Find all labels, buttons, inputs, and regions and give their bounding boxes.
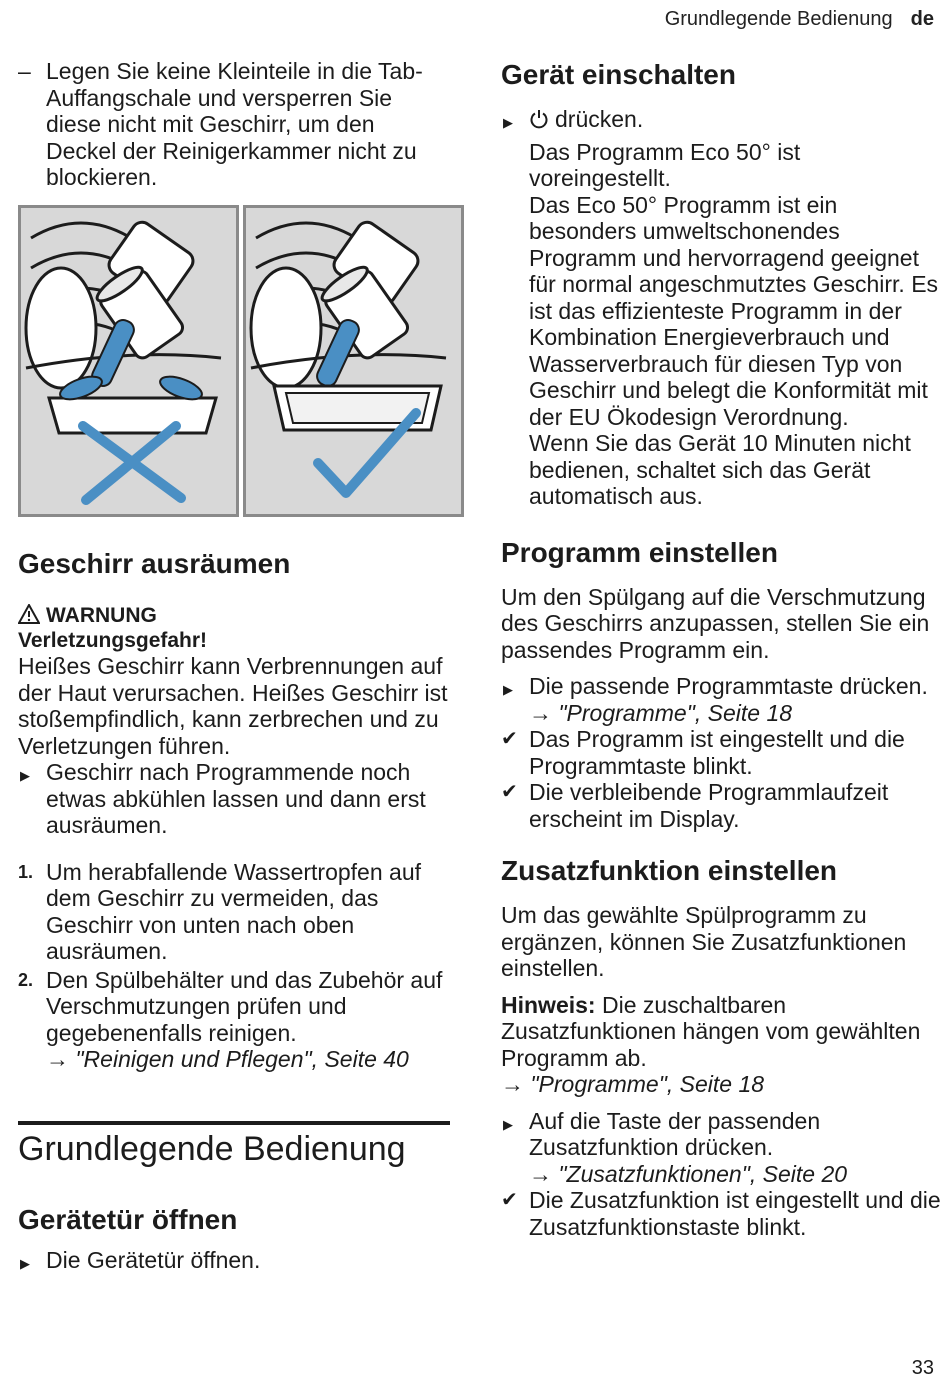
power-on-title: Gerät einschalten <box>501 59 736 90</box>
warning-step-text: Geschirr nach Programmende noch etwas abkühlen lassen und dann erst ausräumen. <box>46 759 426 838</box>
running-header <box>665 8 934 31</box>
placement-figures <box>18 205 456 517</box>
program-title: Programm einstellen <box>501 536 778 568</box>
warning-step <box>18 759 456 839</box>
check-icon: ✔ <box>501 728 518 750</box>
extra-step-text: Auf die Taste der passenden Zusatzfunktion drücken. <box>529 1107 821 1160</box>
section-title: Grundlegende Bedienung <box>18 1129 406 1168</box>
program-step-text: Die passende Programmtaste drücken. <box>529 673 928 699</box>
wrong-cross-icon <box>83 426 181 500</box>
power-text-3: Wenn Sie das Gerät 10 Minuten nicht bedienen, schaltet sich das Gerät automatisch aus. <box>529 430 911 509</box>
warning-title: Verletzungsgefahr! <box>18 629 208 652</box>
step-triangle-icon: ▶ <box>503 115 513 130</box>
intro-note-text: Legen Sie keine Kleinteile in die Tab-Auffangschale und versperren Sie diese nicht mit Geschirr, um den Deckel der Reinigerkammer nicht zu blockieren. <box>46 58 423 190</box>
power-step-line <box>529 106 941 133</box>
door-step <box>18 1247 456 1274</box>
cross-reference[interactable] <box>46 1046 456 1073</box>
check-icon: ✔ <box>501 781 518 803</box>
illustration-right <box>246 208 461 514</box>
cross-reference[interactable] <box>501 1071 941 1098</box>
warning-heading <box>18 603 456 630</box>
step-triangle-icon: ▶ <box>20 768 30 783</box>
ref-text: "Programme", Seite 18 <box>530 1071 765 1097</box>
power-icon <box>529 109 549 129</box>
ref-text: "Zusatzfunktionen", Seite 20 <box>558 1160 848 1187</box>
header-lang: de <box>910 8 934 30</box>
list-item <box>501 1187 941 1240</box>
step-triangle-icon: ▶ <box>503 1116 513 1132</box>
step-text: Um herabfallende Wassertropfen auf dem Geschirr zu vermeiden, das Geschirr von unten nach oben ausräumen. <box>46 858 422 964</box>
hint-block <box>501 992 941 1072</box>
section-rule <box>18 1121 450 1125</box>
step-triangle-icon: ▶ <box>503 682 513 697</box>
unload-title: Geschirr ausräumen <box>18 547 291 579</box>
extra-step <box>501 1108 941 1188</box>
extra-title: Zusatzfunktion einstellen <box>501 855 838 886</box>
step-text: Den Spülbehälter und das Zubehör auf Verschmutzungen prüfen und gegebenenfalls reinigen. <box>46 966 443 1046</box>
intro-note <box>0 58 456 191</box>
step-number: 1. <box>18 861 34 882</box>
cross-reference[interactable] <box>529 700 941 727</box>
step-number: 2. <box>18 969 34 990</box>
arrow-right-icon: → <box>46 1046 76 1072</box>
power-text-1: Das Programm Eco 50° ist voreingestellt. <box>529 138 801 191</box>
list-item <box>501 779 941 832</box>
list-item <box>18 967 456 1073</box>
ref-text: "Programme", Seite 18 <box>558 699 793 726</box>
warning-label: WARNUNG <box>46 603 157 627</box>
power-on-step <box>501 106 941 510</box>
illustration-wrong <box>21 208 236 514</box>
figure-wrong <box>18 205 239 517</box>
program-intro: Um den Spülgang auf die Verschmutzung des Geschirrs anzupassen, stellen Sie ein passendes Programm ein. <box>501 583 930 663</box>
arrow-right-icon: → <box>529 699 559 726</box>
cross-reference[interactable] <box>529 1161 941 1188</box>
result-text: Die verbleibende Programmlaufzeit erscheint im Display. <box>529 779 889 832</box>
power-step-text: drücken. <box>555 106 644 132</box>
arrow-right-icon: → <box>501 1071 531 1097</box>
figure-right <box>243 205 464 517</box>
list-item <box>18 859 456 965</box>
list-item <box>501 726 941 779</box>
arrow-right-icon: → <box>529 1160 559 1187</box>
header-section: Grundlegende Bedienung <box>664 8 893 30</box>
door-title: Gerätetür öffnen <box>18 1203 238 1235</box>
ref-text: "Reinigen und Pflegen", Seite 40 <box>75 1046 409 1072</box>
dash-mark: – <box>18 58 31 84</box>
hint-text: Die zuschaltbaren Zusatzfunktionen hängen vom gewählten Programm ab. <box>501 991 921 1071</box>
right-column <box>501 58 941 1240</box>
program-step <box>501 673 941 726</box>
power-text-2: Das Eco 50° Programm ist ein besonders umweltschonendes Programm und hervorragend geeignet für normal angeschmutztes Geschirr. Es ist das effizienteste Programm in der Kombination Energieverbrauch und Wasserverbrauch für diesen Typ von Geschirr und belegt die Konformität mit der EU Ökodesign Verordnung. <box>529 191 939 430</box>
door-step-text: Die Gerätetür öffnen. <box>46 1246 261 1273</box>
step-triangle-icon: ▶ <box>20 1255 30 1271</box>
extra-intro: Um das gewählte Spülprogramm zu ergänzen, können Sie Zusatzfunktionen einstellen. <box>501 902 907 981</box>
warning-block <box>18 603 456 839</box>
result-text: Das Programm ist eingestellt und die Programmtaste blinkt. <box>529 726 905 779</box>
result-text: Die Zusatzfunktion ist eingestellt und die Zusatzfunktionstaste blinkt. <box>529 1187 941 1240</box>
page-number: 33 <box>911 1357 934 1379</box>
check-icon: ✔ <box>501 1189 518 1211</box>
hint-label: Hinweis: <box>501 991 596 1018</box>
warning-triangle-icon <box>18 604 40 624</box>
warning-text: Heißes Geschirr kann Verbrennungen auf der Haut verursachen. Heißes Geschirr ist stoßempfindlich, kann zerbrechen und zu Verletzungen führen. <box>18 653 448 759</box>
unload-steps <box>18 859 456 1073</box>
left-column <box>18 58 456 1273</box>
